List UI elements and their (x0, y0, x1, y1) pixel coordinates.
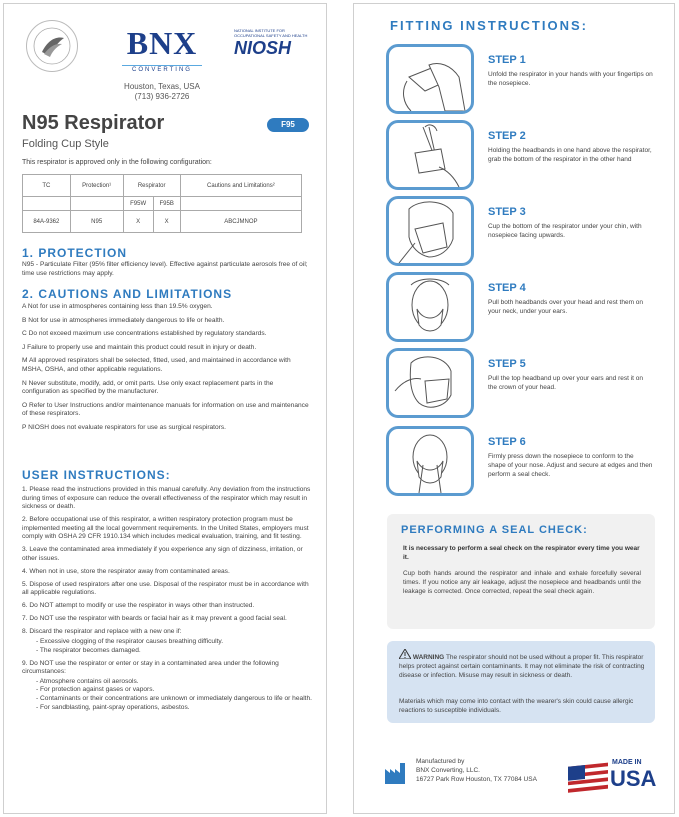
step-label: STEP 3 (488, 206, 526, 218)
bnx-logo (107, 25, 217, 76)
model-badge: F95 (267, 118, 309, 132)
warning-box (387, 641, 655, 723)
user-instructions-heading: USER INSTRUCTIONS: (22, 468, 171, 482)
user-instructions-list (22, 486, 312, 712)
cell-val1: X (123, 211, 153, 233)
step-label: STEP 6 (488, 436, 526, 448)
sub-item: - For protection against gases or vapors. (36, 686, 155, 694)
list-item: N Never substitute, modify, add, or omit parts. Use only exact replacement parts in the configuration as specified by the manufacturer. (22, 379, 274, 396)
seal-check-box (387, 514, 655, 629)
sub-item: - Contaminants or their concentrations are unknown or immediately dangerous to life or health. (36, 694, 312, 702)
manufacturer-info (416, 757, 566, 784)
configuration-table (22, 174, 302, 233)
step-label: STEP 1 (488, 54, 526, 66)
list-item: 8. Discard the respirator and replace with a new one if: (22, 627, 182, 635)
list-item: 2. Before occupational use of this respirator, a written respiratory protection program must be implemented meeting all the local government requirements. In the United States, employers must comply with OSHA 29 CFR 1910.134 which includes medical evaluation, training, and fit testing. (22, 516, 309, 541)
th-protection: Protection¹ (70, 175, 123, 197)
step-text: Holding the headbands in one hand above the respirator, grab the bottom of the respirator in the other hand (488, 147, 652, 163)
protection-text: N95 - Particulate Filter (95% filter efficiency level). Effective against particulate aerosols free of oil; time use restrictions may apply. (22, 261, 308, 277)
sub-item: - The respirator becomes damaged. (36, 646, 141, 654)
cell-val2: X (153, 211, 180, 233)
step-6 (386, 426, 676, 496)
step-5 (386, 348, 676, 418)
cell-tc: 84A-9362 (23, 211, 71, 233)
niosh-logo (234, 28, 314, 58)
warning-text-2: Materials which may come into contact with the wearer's skin could cause allergic reactions to susceptible individuals. (399, 698, 634, 714)
th-respirator: Respirator (123, 175, 180, 197)
phone: (713) 936-2726 (134, 92, 190, 101)
seal-check-heading: PERFORMING A SEAL CHECK: (401, 524, 588, 536)
sub-list (22, 638, 312, 655)
th-tc: TC (23, 175, 71, 197)
step-label: STEP 5 (488, 358, 526, 370)
step-text: Unfold the respirator in your hands with your fingertips on the nosepiece. (488, 71, 653, 87)
step-text: Pull both headbands over your head and rest them on your neck, under your ears. (488, 299, 644, 315)
fitting-heading: FITTING INSTRUCTIONS: (390, 18, 588, 33)
mfr-line: BNX Converting, LLC. (416, 767, 480, 774)
step-3 (386, 196, 676, 266)
usa-label: USA (610, 766, 657, 791)
step-2-illustration-icon (386, 120, 474, 190)
th-sub1: F95W (123, 197, 153, 211)
cell-protection: N95 (70, 211, 123, 233)
list-item: 3. Leave the contaminated area immediately if you experience any sign of dizziness, irritation, or other issues. (22, 546, 303, 562)
mfr-line: Manufactured by (416, 758, 465, 765)
seal-check-text: Cup both hands around the respirator and inhale and exhale forcefully several times. If you notice any air leakage, adjust the nosepiece and headbands until the leakage is corrected. Once corrected, repeat the seal check again. (403, 570, 641, 595)
step-label: STEP 2 (488, 130, 526, 142)
list-item: M All approved respirators shall be selected, fitted, used, and maintained in accordance with MSHA, OSHA, and other applicable regulations. (22, 357, 291, 373)
step-text: Cup the bottom of the respirator under your chin, with nosepiece facing upwards. (488, 223, 642, 239)
step-5-illustration-icon (386, 348, 474, 418)
sub-item: - Atmosphere contains oil aerosols. (36, 677, 139, 685)
page-title: N95 Respirator (22, 112, 165, 134)
niosh-tagline: NATIONAL INSTITUTE FOR OCCUPATIONAL SAFETY AND HEALTH (234, 28, 308, 38)
brand-sub: CONVERTING (122, 65, 202, 74)
protection-heading: 1. PROTECTION (22, 246, 128, 260)
list-item: 5. Dispose of used respirators after one use. Disposal of the respirator must be in accordance with all applicable regulations. (22, 580, 309, 597)
list-item: 6. Do NOT attempt to modify or use the respirator in ways other than instructed. (22, 602, 255, 610)
address-line: Houston, Texas, USA (124, 82, 200, 91)
right-panel (353, 3, 675, 814)
list-item: P NIOSH does not evaluate respirators for use as surgical respirators. (22, 423, 227, 431)
cautions-list (22, 303, 312, 438)
list-item: O Refer to User Instructions and/or maintenance manuals for information on use and maintenance of these respirators. (22, 401, 309, 418)
list-item: C Do not exceed maximum use concentrations established by regulatory standards. (22, 330, 267, 338)
list-item: 1. Please read the instructions provided in this manual carefully. Any deviation from the instructions during times of exposure can reduce the overall effectiveness of the respirator which may result in sickness or death. (22, 486, 311, 511)
step-text: Firmly press down the nosepiece to conform to the shape of your nose. Adjust and secure at edges and then perform a seal check. (488, 453, 653, 478)
list-item: 9. Do NOT use the respirator or enter or stay in a contaminated area under the following circumstances: (22, 659, 279, 676)
cell-cautions: ABCJMNOP (180, 211, 301, 233)
list-item: 4. When not in use, store the respirator away from contaminated areas. (22, 567, 230, 575)
brand-name: BNX (126, 25, 198, 61)
step-4 (386, 272, 676, 342)
step-1 (386, 44, 676, 114)
hhs-seal-icon (26, 20, 78, 72)
step-3-illustration-icon (386, 196, 474, 266)
step-4-illustration-icon (386, 272, 474, 342)
list-item: 7. Do NOT use the respirator with beards or facial hair as it may prevent a good facial seal. (22, 614, 287, 622)
step-text: Pull the top headband up over your ears and rest it on the crown of your head. (488, 375, 644, 391)
th-cautions: Cautions and Limitations² (180, 175, 301, 197)
sub-item: - Excessive clogging of the respirator causes breathing difficulty. (36, 638, 224, 646)
cautions-heading: 2. CAUTIONS AND LIMITATIONS (22, 287, 233, 301)
page-subtitle: Folding Cup Style (22, 138, 109, 150)
warning-label: WARNING (412, 654, 445, 661)
warning-text (399, 649, 645, 680)
seal-check-bold: It is necessary to perform a seal check on the respirator every time you wear it. (403, 545, 640, 561)
address (107, 82, 217, 102)
step-1-illustration-icon (386, 44, 474, 114)
warning-body: The respirator should not be used without a proper fit. This respirator helps protect against certain contaminants. It may not eliminate the risk of contracting disease or infection. Misuse may result in sickness or death. (399, 654, 645, 679)
th-sub2: F95B (153, 197, 180, 211)
step-2 (386, 120, 676, 190)
made-in-usa-logo (566, 757, 658, 795)
left-panel (3, 3, 327, 814)
sub-list (22, 678, 312, 712)
list-item: A Not for use in atmospheres containing less than 19.5% oxygen. (22, 303, 213, 310)
niosh-name: NIOSH (234, 38, 292, 58)
made-in-label: MADE IN (612, 759, 642, 766)
step-label: STEP 4 (488, 282, 526, 294)
approved-text: This respirator is approved only in the following configuration: (22, 159, 212, 166)
step-6-illustration-icon (386, 426, 474, 496)
list-item: B Not for use in atmospheres immediately dangerous to life or health. (22, 316, 225, 324)
mfr-line: 16727 Park Row Houston, TX 77084 USA (416, 776, 537, 783)
sub-item: - For sandblasting, paint-spray operations, asbestos. (36, 703, 190, 711)
warning-icon (399, 654, 411, 661)
factory-icon (384, 761, 406, 785)
list-item: J Failure to properly use and maintain this product could result in injury or death. (22, 343, 257, 351)
